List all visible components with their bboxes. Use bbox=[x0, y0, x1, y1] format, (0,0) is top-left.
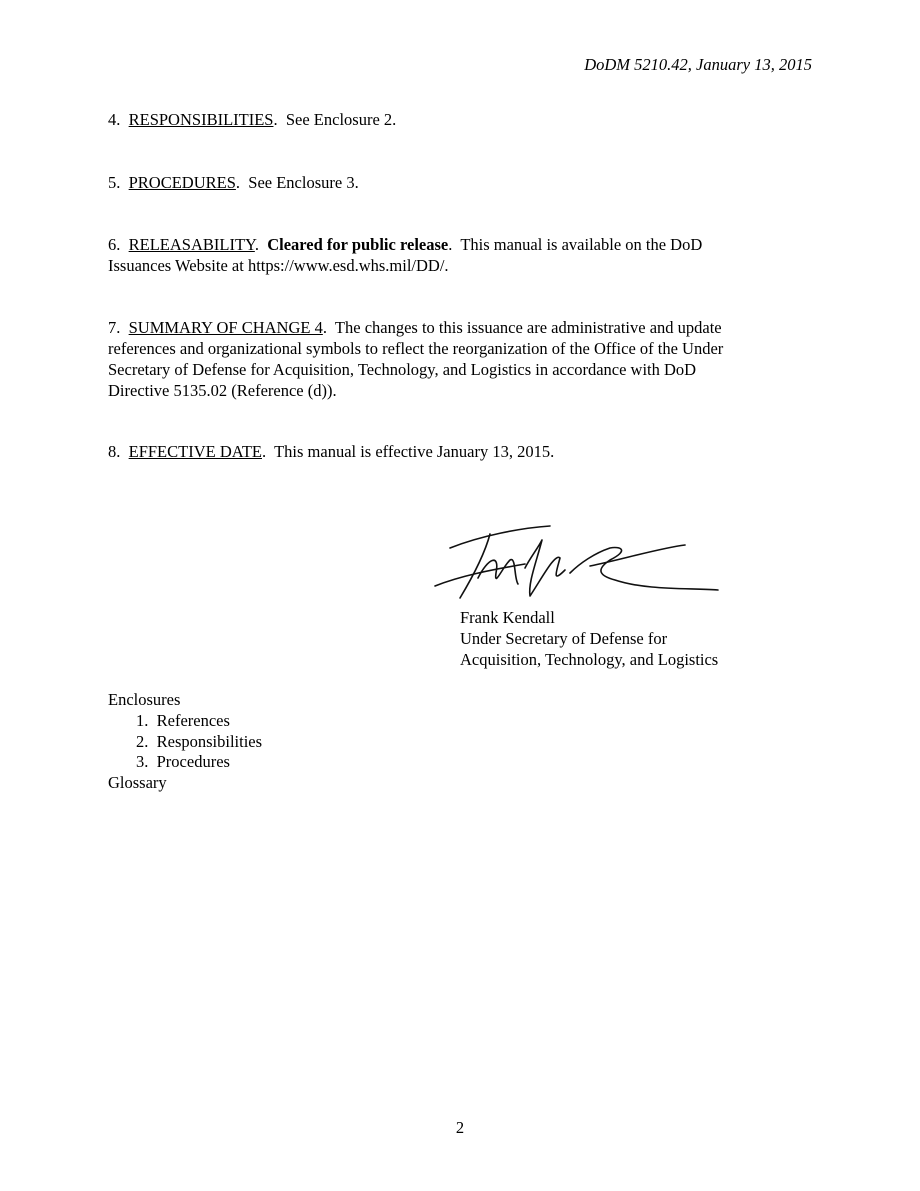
section-releasability: 6. RELEASABILITY. Cleared for public release. This manual is available on the DoD Issuances Website at https://www.esd.whs.mil/DD/. bbox=[108, 235, 703, 275]
section-text: This manual is effective January 13, 2015. bbox=[274, 442, 555, 461]
section-effective-date: 8. EFFECTIVE DATE. This manual is effective January 13, 2015. bbox=[108, 442, 555, 461]
section-title: PROCEDURES bbox=[128, 173, 236, 192]
section-title: RELEASABILITY bbox=[128, 235, 255, 254]
section-title: EFFECTIVE DATE bbox=[128, 442, 262, 461]
section-responsibilities: 4. RESPONSIBILITIES. See Enclosure 2. bbox=[108, 110, 397, 129]
section-number: 8. bbox=[108, 442, 121, 461]
enclosure-item: 3. Procedures bbox=[136, 752, 230, 772]
enclosures-heading: Enclosures bbox=[108, 690, 181, 709]
section-text: Directive 5135.02 (Reference (d)). bbox=[108, 381, 337, 400]
section-number: 4. bbox=[108, 110, 121, 129]
section-procedures: 5. PROCEDURES. See Enclosure 3. bbox=[108, 173, 359, 192]
signature-block bbox=[460, 607, 718, 670]
signer-title: Acquisition, Technology, and Logistics bbox=[460, 650, 719, 669]
document-header: DoDM 5210.42, January 13, 2015 bbox=[584, 55, 812, 74]
section-summary-of-change: 7. SUMMARY OF CHANGE 4. The changes to this issuance are administrative and update references and organizational symbols to reflect the reorganization of the Office of the Under Secretary of Defense for Acquisition, Technology, and Logistics in accordance with DoD Directive 5135.02 (Reference (d)). bbox=[108, 318, 724, 400]
enclosure-item: 2. Responsibilities bbox=[136, 731, 263, 751]
section-text: Issuances Website at https://www.esd.whs.mil/DD/. bbox=[108, 256, 449, 275]
section-text: See Enclosure 3. bbox=[248, 173, 359, 192]
signer-name: Frank Kendall bbox=[460, 608, 555, 627]
section-number: 6. bbox=[108, 235, 121, 254]
enclosures-list bbox=[108, 690, 262, 794]
page-number: 2 bbox=[455, 1118, 465, 1137]
section-title: RESPONSIBILITIES bbox=[128, 110, 274, 129]
section-number: 7. bbox=[108, 318, 121, 337]
enclosure-item: 1. References bbox=[136, 710, 230, 730]
signer-title: Under Secretary of Defense for bbox=[460, 629, 668, 648]
release-statement: Cleared for public release bbox=[267, 235, 449, 254]
section-title: SUMMARY OF CHANGE 4 bbox=[128, 318, 323, 337]
section-text: This manual is available on the DoD bbox=[460, 235, 703, 254]
section-number: 5. bbox=[108, 173, 121, 192]
section-text: See Enclosure 2. bbox=[285, 110, 397, 129]
handwritten-signature bbox=[430, 518, 730, 613]
glossary-label: Glossary bbox=[108, 773, 167, 793]
section-text: The changes to this issuance are administrative and update bbox=[334, 318, 722, 337]
section-text: references and organizational symbols to reflect the reorganization of the Office of the Under bbox=[108, 339, 724, 358]
section-text: Secretary of Defense for Acquisition, Technology, and Logistics in accordance with DoD bbox=[108, 360, 697, 379]
